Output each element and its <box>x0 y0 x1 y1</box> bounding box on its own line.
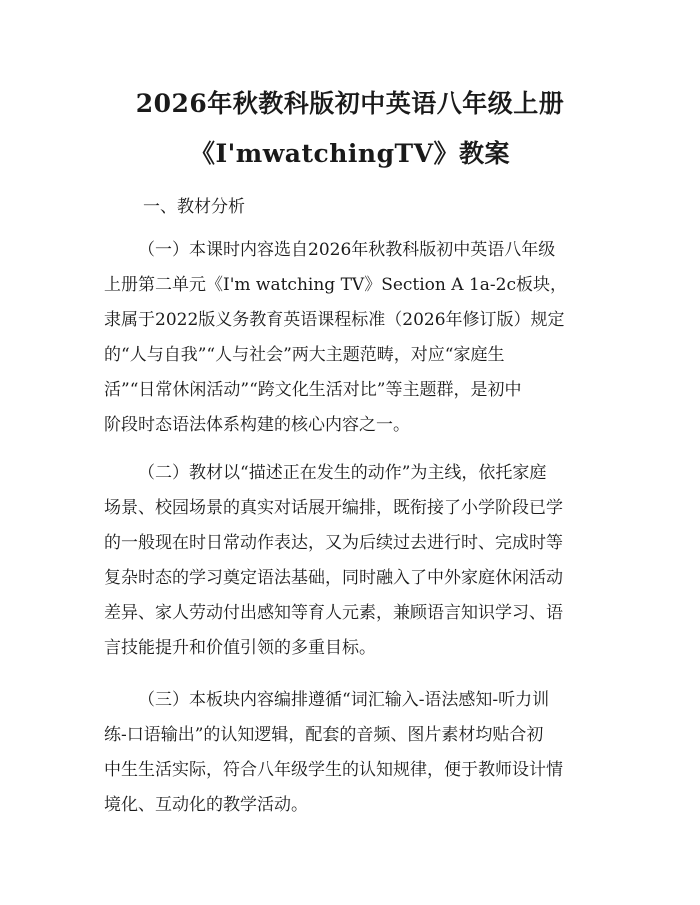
paragraph-line: 隶属于2022版义务教育英语课程标准（2026年修订版）规定 <box>104 310 565 330</box>
paragraph-line: 复杂时态的学习奠定语法基础，同时融入了中外家庭休闲活动 <box>104 568 563 588</box>
document-title-line-2: 《I'mwatchingTV》教案 <box>189 139 511 168</box>
paragraph-2 <box>104 456 600 666</box>
document-title-line-1: 2026年秋教科版初中英语八年级上册 <box>135 89 565 118</box>
paragraph-line: 的“人与自我”“人与社会”两大主题范畴，对应“家庭生 <box>104 345 505 365</box>
section-heading: 一、教材分析 <box>143 197 245 217</box>
paragraph-line: 阶段时态语法体系构建的核心内容之一。 <box>104 415 410 435</box>
paragraph-3 <box>104 683 600 823</box>
paragraph-line: （二）教材以“描述正在发生的动作”为主线，依托家庭 <box>138 463 547 483</box>
paragraph-line: 活”“日常休闲活动”“跨文化生活对比”等主题群，是初中 <box>104 380 522 400</box>
paragraph-line: 中生生活实际，符合八年级学生的认知规律，便于教师设计情 <box>104 760 563 780</box>
paragraph-line: 差异、家人劳动付出感知等育人元素，兼顾语言知识学习、语 <box>104 603 563 623</box>
paragraph-1 <box>104 233 600 443</box>
paragraph-line: 言技能提升和价值引领的多重目标。 <box>104 638 376 658</box>
paragraph-line: 场景、校园场景的真实对话展开编排，既衔接了小学阶段已学 <box>104 498 563 518</box>
paragraph-line: 境化、互动化的教学活动。 <box>104 795 308 815</box>
paragraph-line: 上册第二单元《I'm watching TV》Section A 1a-2c板块， <box>104 275 567 295</box>
paragraph-line: 的一般现在时日常动作表达，又为后续过去进行时、完成时等 <box>104 533 563 553</box>
paragraph-line: （三）本板块内容编排遵循“词汇输入-语法感知-听力训 <box>138 690 550 710</box>
paragraph-line: （一）本课时内容选自2026年秋教科版初中英语八年级 <box>138 240 556 260</box>
paragraph-line: 练-口语输出”的认知逻辑，配套的音频、图片素材均贴合初 <box>104 725 544 745</box>
